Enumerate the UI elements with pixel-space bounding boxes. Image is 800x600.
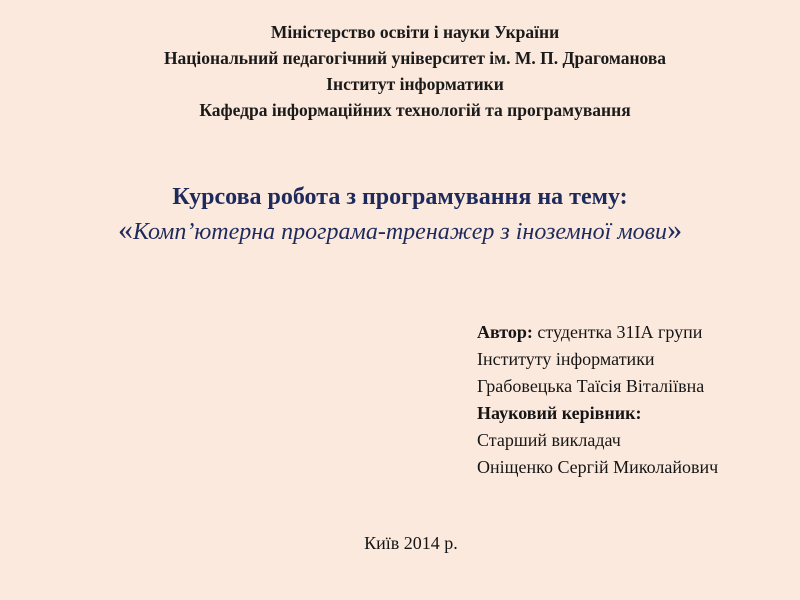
city-year: Київ 2014 р. bbox=[364, 533, 458, 553]
institute-line: Інститут інформатики bbox=[326, 74, 504, 94]
coursework-heading: Курсова робота з програмування на тему: bbox=[172, 184, 628, 210]
author-institute: Інституту інформатики bbox=[477, 349, 655, 369]
author-name: Грабовецька Таїсія Віталіївна bbox=[477, 376, 705, 396]
author-line bbox=[477, 319, 795, 346]
department-line: Кафедра інформаційних технологій та програмування bbox=[199, 100, 631, 120]
close-quote: » bbox=[667, 213, 683, 246]
author-block bbox=[477, 319, 795, 481]
author-label: Автор: bbox=[477, 322, 533, 342]
coursework-topic bbox=[0, 213, 800, 249]
topic-text: Комп’ютерна програма-тренажер з іноземної мови bbox=[132, 219, 668, 245]
supervisor-position: Старший викладач bbox=[477, 430, 621, 450]
institution-header bbox=[0, 19, 800, 123]
supervisor-name: Оніщенко Сергій Миколайович bbox=[477, 457, 719, 477]
supervisor-label: Науковий керівник: bbox=[477, 403, 642, 423]
ministry-line: Міністерство освіти і науки України bbox=[270, 22, 560, 42]
author-group: студентка 31ІА групи bbox=[532, 322, 703, 342]
coursework-title bbox=[0, 181, 800, 249]
university-line: Національний педагогічний університет ім. М. П. Драгоманова bbox=[163, 48, 667, 68]
open-quote: « bbox=[117, 213, 133, 246]
